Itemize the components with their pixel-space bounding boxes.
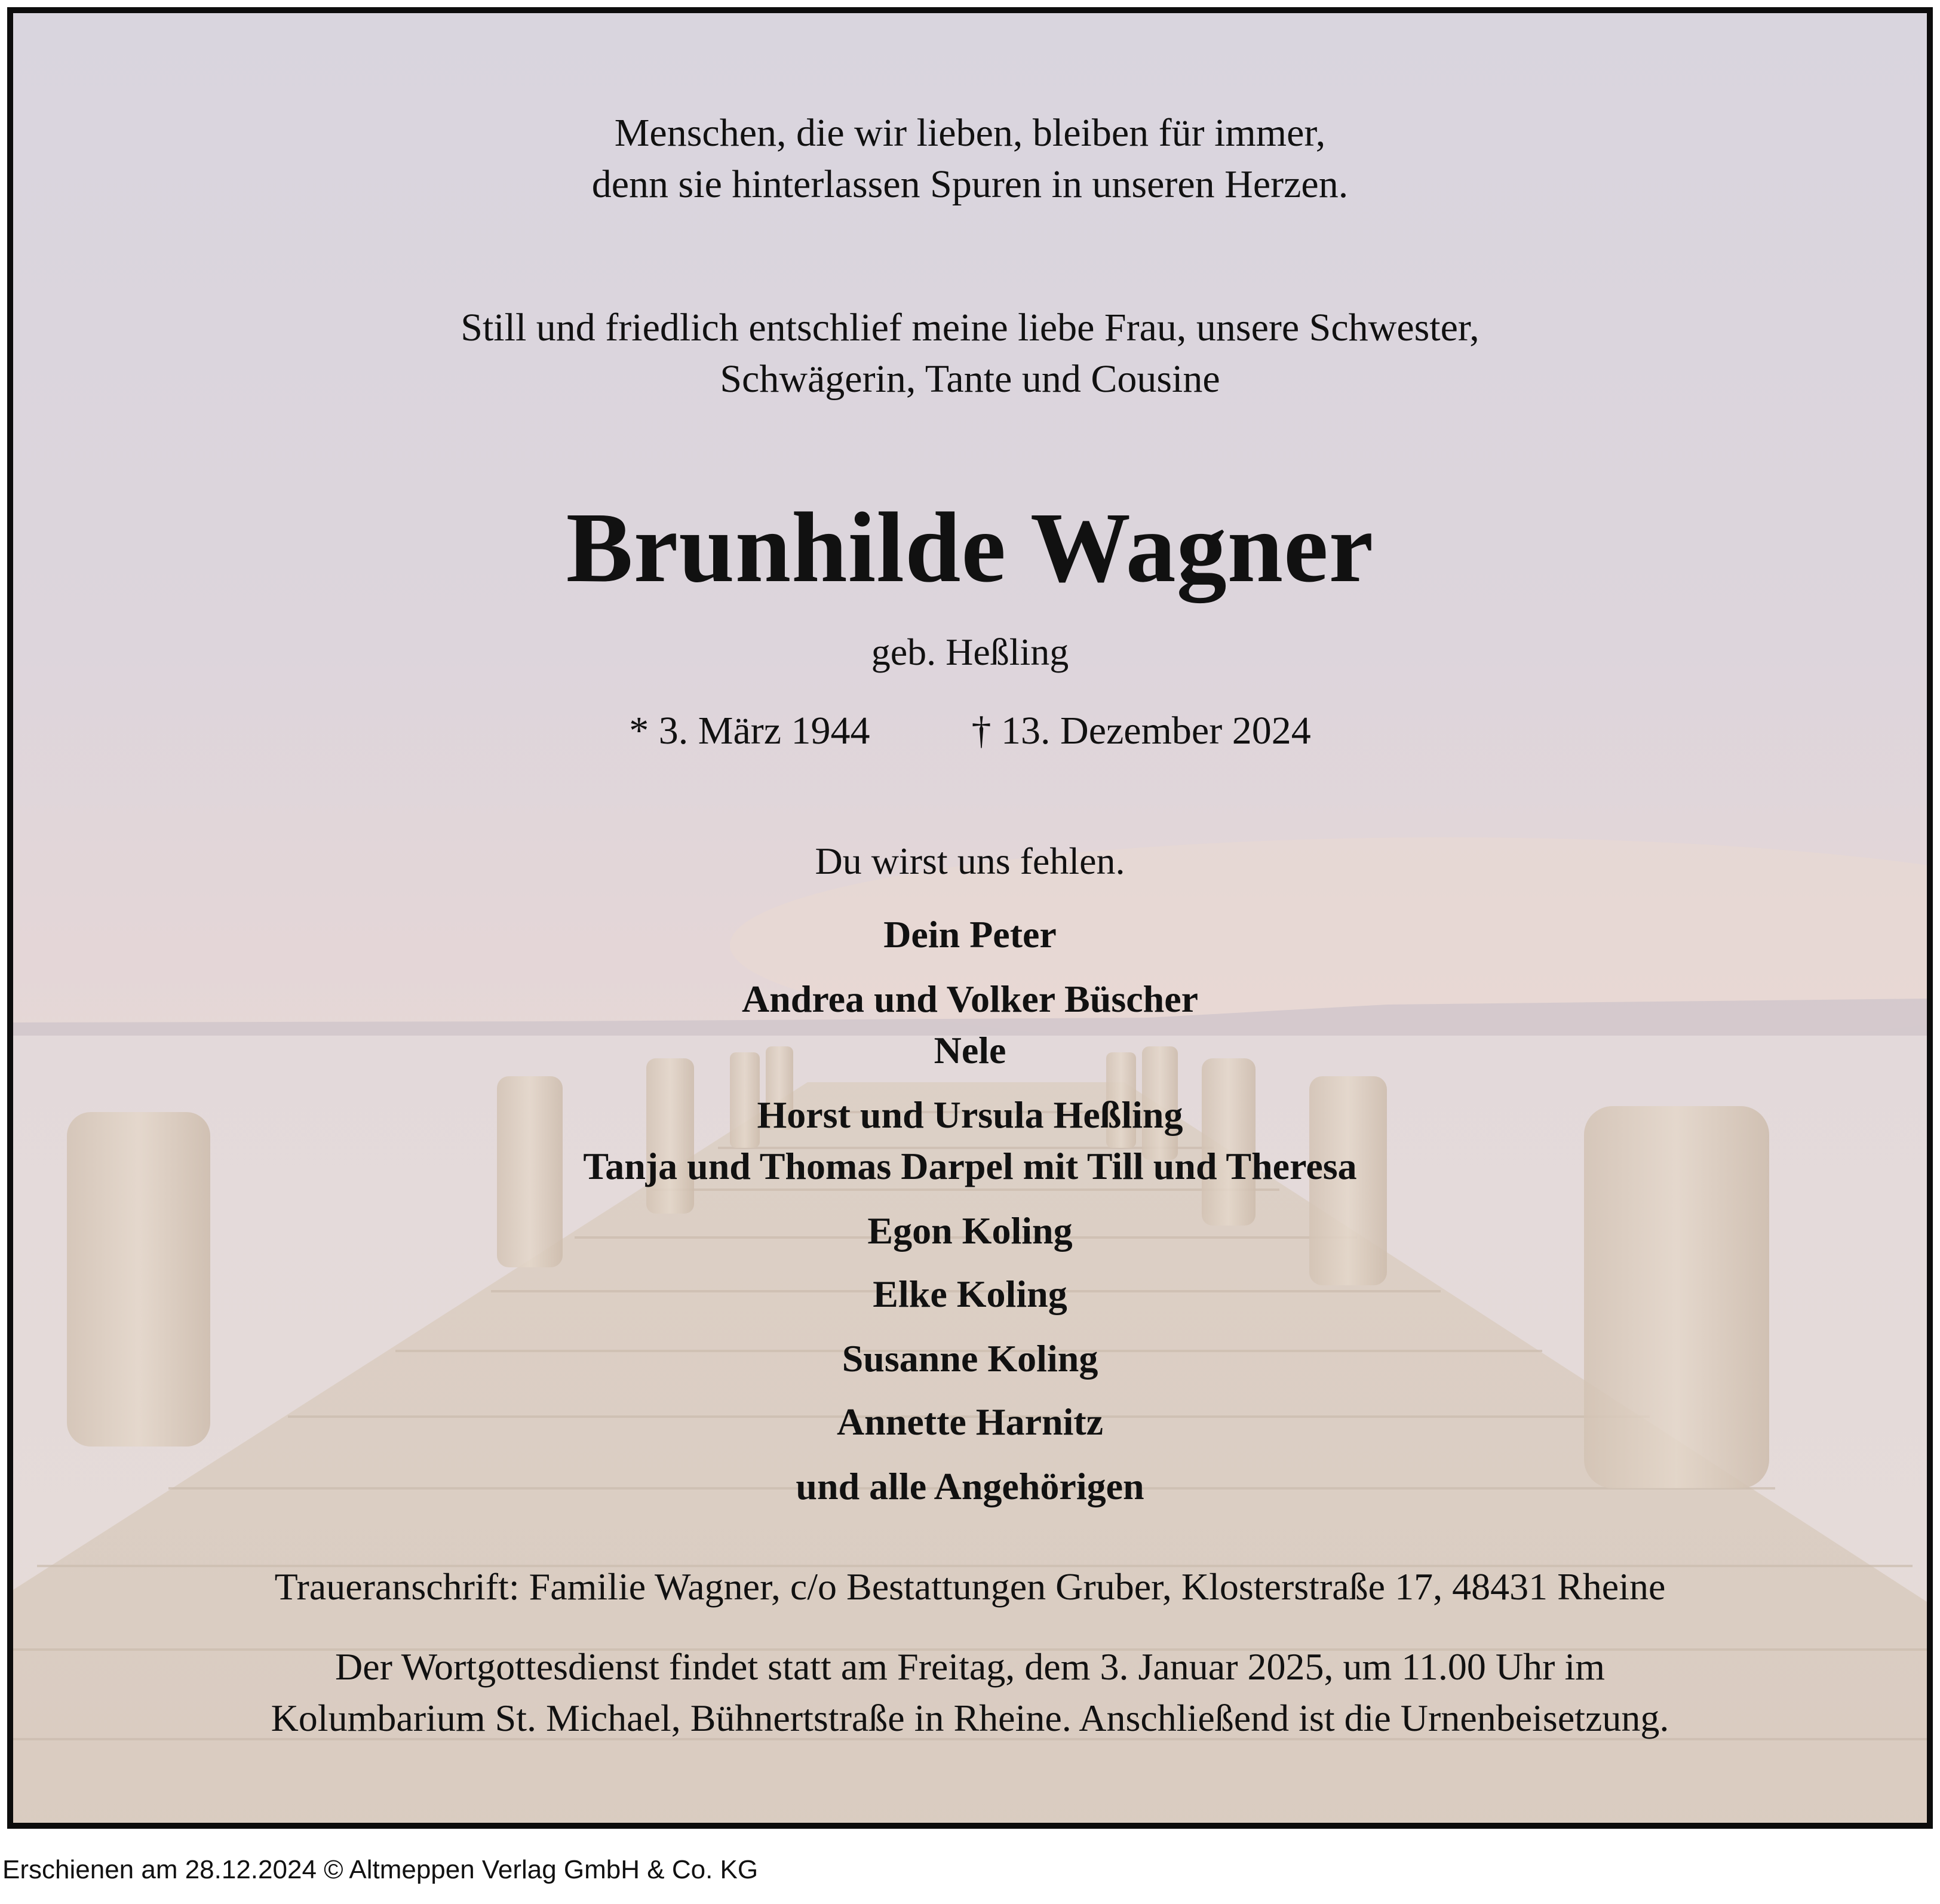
service-line-1: Der Wortgottesdienst findet statt am Freitag, dem 3. Januar 2025, um 11.00 Uhr im [334, 1645, 1606, 1688]
birth-date: * 3. März 1944 [629, 709, 870, 753]
mourner-entry: Egon Koling [867, 1209, 1073, 1252]
death-date: † 13. Dezember 2024 [971, 709, 1311, 753]
mourner-entry: Susanne Koling [842, 1337, 1098, 1380]
mourner-entry: Dein Peter [883, 913, 1057, 956]
verse-line-1: Menschen, die wir lieben, bleiben für immer, [614, 111, 1326, 155]
maiden-name: geb. Heßling [871, 631, 1069, 673]
notice-content [13, 13, 1927, 1823]
mourner-entry: Annette Harnitz [836, 1401, 1104, 1443]
intro-line-2: Schwägerin, Tante und Cousine [720, 357, 1220, 401]
mourner-entry: Andrea und Volker Büscher [741, 978, 1199, 1020]
funeral-address: Traueranschrift: Familie Wagner, c/o Bestattungen Gruber, Klosterstraße 17, 48431 Rheine [274, 1565, 1666, 1608]
obituary-notice [7, 7, 1933, 1829]
mourner-entry: Horst und Ursula Heßling [757, 1094, 1183, 1136]
service-line-2: Kolumbarium St. Michael, Bühnertstraße in Rheine. Anschließend ist die Urnenbeisetzung. [271, 1697, 1669, 1739]
mourner-entry: und alle Angehörigen [796, 1465, 1144, 1507]
mourner-entry: Elke Koling [873, 1273, 1067, 1315]
verse-line-2: denn sie hinterlassen Spuren in unseren Herzen. [591, 162, 1349, 206]
mourner-entry: Tanja und Thomas Darpel mit Till und Theresa [583, 1145, 1357, 1187]
publication-footer: Erschienen am 28.12.2024 © Altmeppen Verlag GmbH & Co. KG [2, 1855, 759, 1884]
deceased-name: Brunhilde Wagner [566, 492, 1374, 603]
farewell-line: Du wirst uns fehlen. [815, 840, 1125, 882]
mourner-entry: Nele [934, 1029, 1006, 1071]
life-dates [13, 707, 1927, 755]
intro-line-1: Still und friedlich entschlief meine liebe Frau, unsere Schwester, [461, 306, 1479, 349]
